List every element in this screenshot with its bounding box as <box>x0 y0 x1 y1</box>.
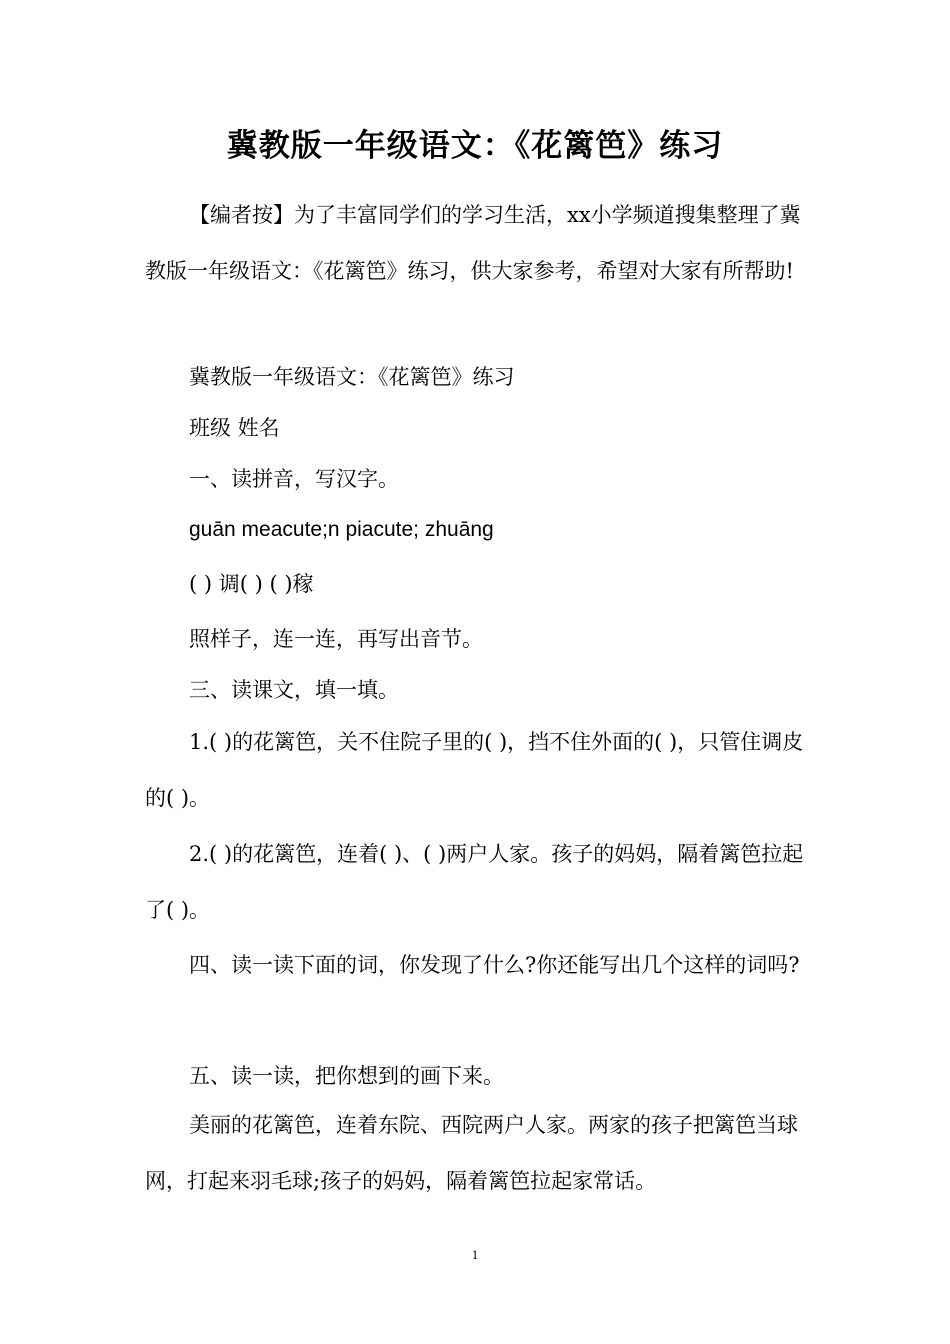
pinyin-line: guān meacute;n piacute; zhuāng <box>189 518 494 541</box>
document-title: 冀教版一年级语文：《花篱笆》练习 <box>226 128 724 164</box>
class-name-line: 班级 姓名 <box>189 416 280 440</box>
exercise-subtitle: 冀教版一年级语文：《花篱笆》练习 <box>189 365 515 389</box>
question-2: 2.( )的花篱笆，连着( )、( )两户人家。孩子的妈妈，隔着篱笆拉起了( )。 <box>145 842 804 922</box>
editor-note-paragraph: 【编者按】为了丰富同学们的学习生活，xx小学频道搜集整理了冀教版一年级语文：《花篱笆》练习，供大家参考，希望对大家有所帮助! <box>145 203 801 283</box>
section-5-heading: 五、读一读，把你想到的画下来。 <box>189 1064 504 1088</box>
question-1: 1.( )的花篱笆，关不住院子里的( )，挡不住外面的( )，只管住调皮的( )。 <box>145 730 804 810</box>
section-4-question: 四、读一读下面的词，你发现了什么?你还能写出几个这样的词吗? <box>189 953 800 977</box>
section-1-heading: 一、读拼音，写汉字。 <box>189 467 399 491</box>
passage-paragraph: 美丽的花篱笆，连着东院、西院两户人家。两家的孩子把篱笆当球网，打起来羽毛球;孩子的妈妈，隔着篱笆拉起家常话。 <box>145 1113 798 1193</box>
blanks-line: ( ) 调( ) ( )稼 <box>189 572 314 596</box>
section-2-heading: 照样子，连一连，再写出音节。 <box>189 627 483 651</box>
section-3-heading: 三、读课文，填一填。 <box>189 678 399 702</box>
page-number: 1 <box>471 1247 479 1262</box>
